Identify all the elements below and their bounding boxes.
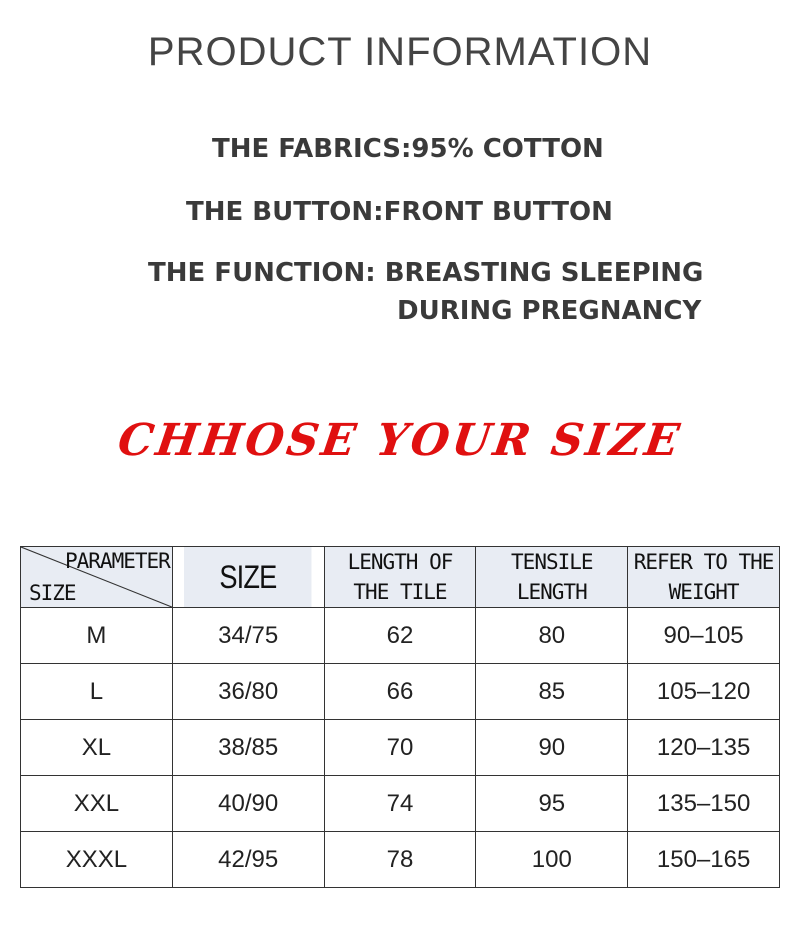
parameter-size-corner-cell [21,547,173,608]
button-info: THE BUTTON:FRONT BUTTON [186,197,613,227]
table-cell: XL [21,720,173,776]
table-cell: 105–120 [628,664,780,720]
choose-size-heading: CHHOSE YOUR SIZE [114,415,686,466]
table-cell: 90 [476,720,628,776]
table-row [21,832,780,888]
table-cell: 42/95 [172,832,324,888]
table-cell: 85 [476,664,628,720]
size-table-header-row [21,547,780,608]
header-size: SIZE [184,547,313,608]
fabrics-info: THE FABRICS:95% COTTON [212,134,604,164]
table-cell: L [21,664,173,720]
table-cell: XXXL [21,832,173,888]
table-cell: 38/85 [172,720,324,776]
parameter-label: PARAMETER [65,549,170,573]
table-cell: 74 [324,776,476,832]
table-row [21,776,780,832]
size-corner-label: SIZE [29,581,76,605]
function-info: THE FUNCTION: BREASTING SLEEPING [148,258,704,288]
header-length-of-tile: LENGTH OF THE TILE [324,547,476,608]
page-title: PRODUCT INFORMATION [147,30,653,74]
header-tensile-length: TENSILE LENGTH [476,547,628,608]
table-cell: 62 [324,608,476,664]
table-row [21,664,780,720]
table-cell: 95 [476,776,628,832]
table-cell: 36/80 [172,664,324,720]
table-cell: 150–165 [628,832,780,888]
table-cell: 80 [476,608,628,664]
table-cell: 34/75 [172,608,324,664]
function-info-continued: DURING PREGNANCY [397,296,702,326]
table-cell: XXL [21,776,173,832]
table-cell: M [21,608,173,664]
table-cell: 78 [324,832,476,888]
header-weight: REFER TO THE WEIGHT [628,547,780,608]
table-cell: 120–135 [628,720,780,776]
table-cell: 40/90 [172,776,324,832]
size-table [20,546,780,888]
table-cell: 135–150 [628,776,780,832]
table-row [21,720,780,776]
table-row [21,608,780,664]
table-cell: 66 [324,664,476,720]
table-cell: 70 [324,720,476,776]
table-cell: 100 [476,832,628,888]
table-cell: 90–105 [628,608,780,664]
